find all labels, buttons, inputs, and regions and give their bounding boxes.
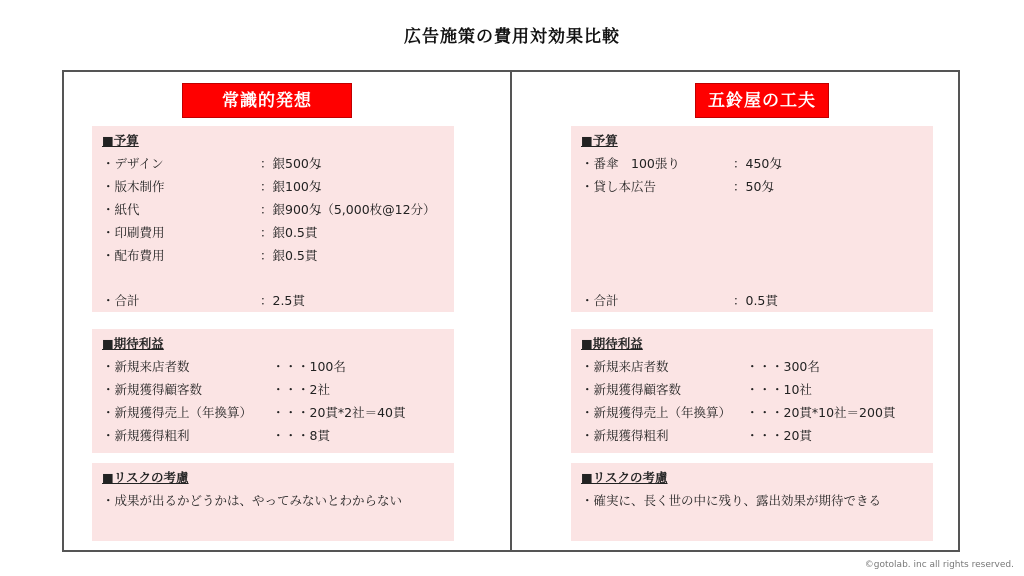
budget-total-row bbox=[581, 289, 923, 312]
budget-total-label: ・合計 bbox=[581, 293, 619, 308]
budget-total-value: ：2.5貫 bbox=[260, 293, 305, 308]
profit-value: ・・・20貫*2社＝40貫 bbox=[272, 405, 406, 420]
budget-value: ：450匁 bbox=[733, 156, 782, 171]
profit-value: ・・・300名 bbox=[746, 359, 820, 374]
profit-label: ・新規来店者数 bbox=[581, 359, 669, 374]
profit-label: ・新規獲得顧客数 bbox=[581, 382, 682, 397]
budget-header: ■予算 bbox=[102, 133, 139, 148]
conventional-heading: 常識的発想 bbox=[182, 83, 352, 118]
profit-row bbox=[581, 378, 923, 401]
budget-row bbox=[581, 175, 923, 198]
budget-panel bbox=[92, 126, 454, 312]
profit-panel bbox=[571, 329, 933, 453]
profit-row bbox=[581, 401, 923, 424]
budget-total-label: ・合計 bbox=[102, 293, 140, 308]
risk-panel bbox=[571, 463, 933, 541]
budget-row bbox=[102, 175, 444, 198]
budget-row bbox=[102, 152, 444, 175]
profit-value: ・・・2社 bbox=[272, 382, 330, 397]
profit-label: ・新規獲得顧客数 bbox=[102, 382, 203, 397]
profit-label: ・新規獲得売上（年換算） bbox=[102, 405, 253, 420]
profit-label: ・新規獲得粗利 bbox=[102, 428, 190, 443]
copyright-notice: ©gotolab. inc all rights reserved. bbox=[864, 560, 1014, 570]
budget-label: ・配布費用 bbox=[102, 248, 165, 263]
profit-header: ■期待利益 bbox=[102, 336, 164, 351]
budget-label: ・印刷費用 bbox=[102, 225, 165, 240]
risk-panel bbox=[92, 463, 454, 541]
budget-value: ：50匁 bbox=[733, 179, 774, 194]
budget-value: ：銀100匁 bbox=[260, 179, 322, 194]
profit-row bbox=[102, 424, 444, 447]
risk-text: ・成果が出るかどうかは、やってみないとわからない bbox=[102, 493, 403, 508]
budget-panel bbox=[571, 126, 933, 312]
budget-row bbox=[581, 152, 923, 175]
page-title: 広告施策の費用対効果比較 bbox=[404, 27, 620, 47]
budget-value: ：銀0.5貫 bbox=[260, 225, 318, 240]
risk-header: ■リスクの考慮 bbox=[102, 470, 189, 485]
profit-value: ・・・8貫 bbox=[272, 428, 330, 443]
budget-value: ：銀500匁 bbox=[260, 156, 322, 171]
budget-header: ■予算 bbox=[581, 133, 618, 148]
budget-label: ・デザイン bbox=[102, 156, 164, 171]
profit-value: ・・・10社 bbox=[746, 382, 812, 397]
profit-row bbox=[581, 355, 923, 378]
profit-value: ・・・100名 bbox=[272, 359, 346, 374]
budget-label: ・番傘 100張り bbox=[581, 156, 680, 171]
profit-label: ・新規獲得売上（年換算） bbox=[581, 405, 732, 420]
isuzuya-heading: 五鈴屋の工夫 bbox=[695, 83, 829, 118]
profit-label: ・新規獲得粗利 bbox=[581, 428, 669, 443]
profit-row bbox=[581, 424, 923, 447]
budget-value: ：銀0.5貫 bbox=[260, 248, 318, 263]
profit-label: ・新規来店者数 bbox=[102, 359, 190, 374]
budget-total-row bbox=[102, 289, 444, 312]
budget-label: ・紙代 bbox=[102, 202, 140, 217]
budget-row bbox=[102, 198, 444, 221]
budget-label: ・版木制作 bbox=[102, 179, 165, 194]
profit-row bbox=[102, 401, 444, 424]
budget-row bbox=[102, 244, 444, 267]
profit-panel bbox=[92, 329, 454, 453]
profit-row bbox=[102, 378, 444, 401]
budget-label: ・貸し本広告 bbox=[581, 179, 657, 194]
profit-header: ■期待利益 bbox=[581, 336, 643, 351]
budget-value: ：銀900匁（5,000枚@12分） bbox=[260, 202, 436, 217]
risk-text: ・確実に、長く世の中に残り、露出効果が期待できる bbox=[581, 493, 882, 508]
budget-total-value: ：0.5貫 bbox=[733, 293, 778, 308]
column-divider bbox=[510, 70, 512, 552]
profit-value: ・・・20貫*10社＝200貫 bbox=[746, 405, 896, 420]
profit-row bbox=[102, 355, 444, 378]
profit-value: ・・・20貫 bbox=[746, 428, 812, 443]
budget-row bbox=[102, 221, 444, 244]
risk-header: ■リスクの考慮 bbox=[581, 470, 668, 485]
